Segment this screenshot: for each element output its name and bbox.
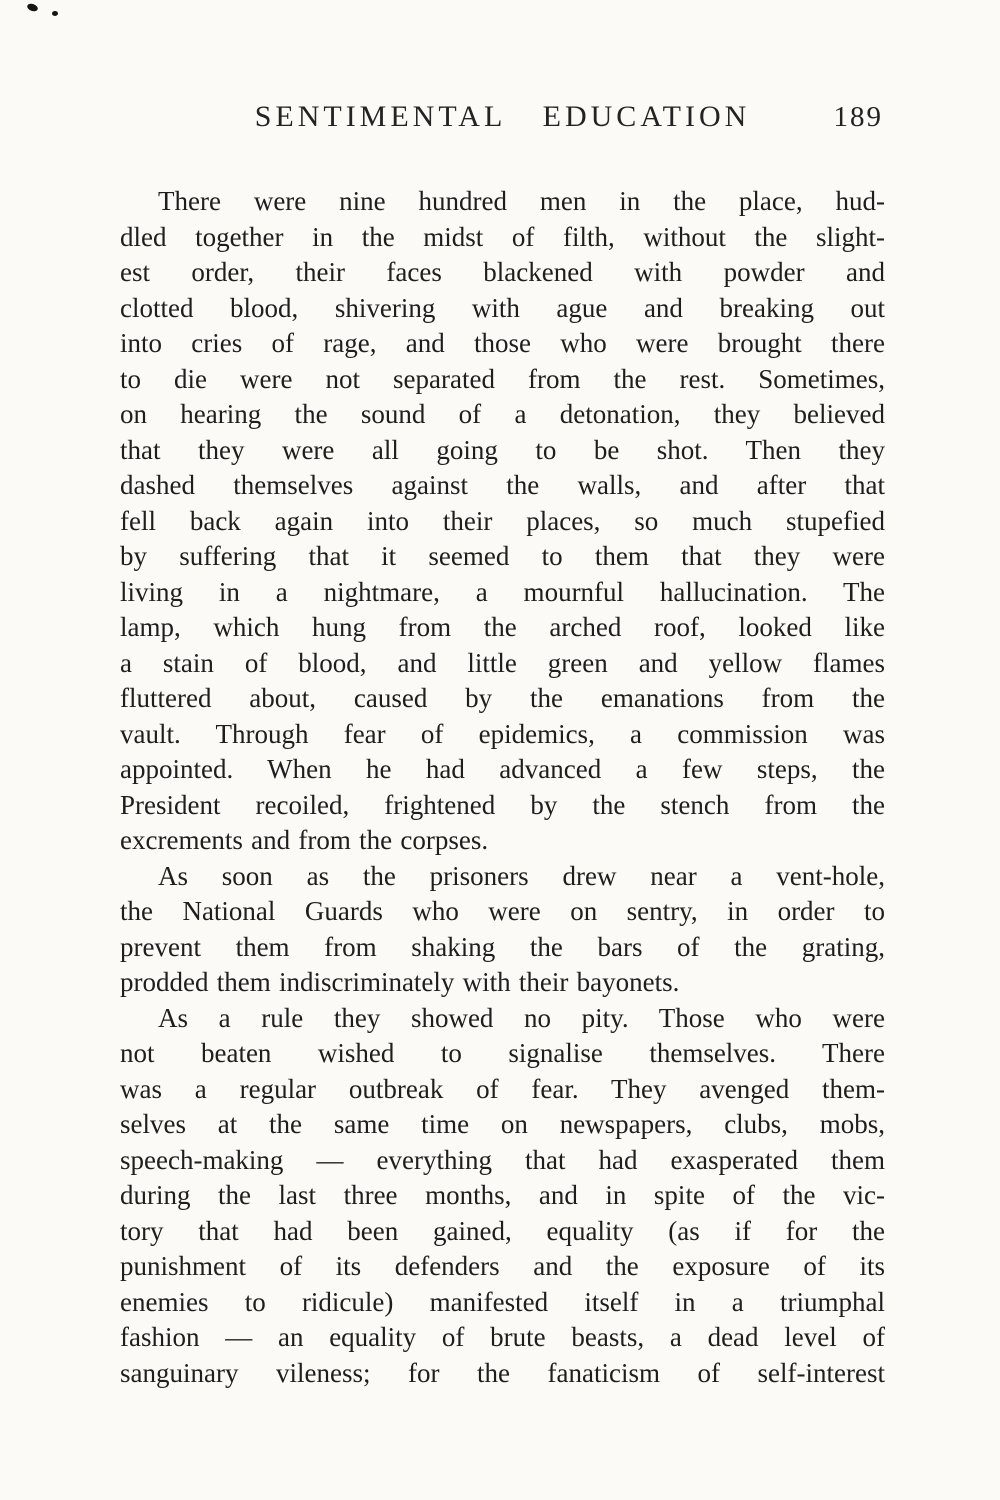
text-line: dashed themselves against the walls, and after that <box>120 470 885 500</box>
text-line: appointed. When he had advanced a few steps, the <box>120 754 885 784</box>
text-line: As a rule they showed no pity. Those who were <box>158 1002 885 1033</box>
text-line: enemies to ridicule) manifested itself in a triumphal <box>120 1286 885 1317</box>
text-line: fashion — an equality of brute beasts, a dead level of <box>120 1322 885 1352</box>
text-line: the National Guards who were on sentry, in order to <box>120 896 885 926</box>
page-body <box>120 184 885 1391</box>
paragraph <box>120 184 885 859</box>
text-line: speech-making — everything that had exasperated them <box>120 1144 885 1175</box>
running-title: SENTIMENTAL EDUCATION <box>254 100 751 133</box>
page-number: 189 <box>833 101 883 133</box>
page-header <box>120 100 885 138</box>
text-line: punishment of its defenders and the exposure of its <box>120 1251 885 1281</box>
text-line: There were nine hundred men in the place, hud- <box>158 186 885 216</box>
text-line: vault. Through fear of epidemics, a commission was <box>120 718 885 749</box>
text-line: living in a nightmare, a mournful hallucination. The <box>120 576 885 607</box>
text-line: that they were all going to be shot. Then they <box>120 434 885 465</box>
text-line: fell back again into their places, so much stupefied <box>120 505 885 536</box>
text-line: dled together in the midst of filth, without the slight- <box>120 221 885 252</box>
text-line: prodded them indiscriminately with their bayonets. <box>120 967 680 997</box>
text-line: fluttered about, caused by the emanations from the <box>120 683 885 713</box>
scan-artifact <box>52 11 58 16</box>
paragraph <box>120 1001 885 1392</box>
text-line: during the last three months, and in spite of the vic- <box>120 1180 885 1210</box>
text-line: lamp, which hung from the arched roof, looked like <box>120 612 885 642</box>
text-line: sanguinary vileness; for the fanaticism of self-interest <box>120 1357 885 1388</box>
text-line: by suffering that it seemed to them that they were <box>120 541 885 571</box>
text-line: tory that had been gained, equality (as if for the <box>120 1215 885 1246</box>
scan-artifact <box>26 2 39 12</box>
text-line: clotted blood, shivering with ague and breaking out <box>120 292 885 323</box>
text-line: a stain of blood, and little green and yellow flames <box>120 647 885 678</box>
text-line: selves at the same time on newspapers, clubs, mobs, <box>120 1109 885 1139</box>
text-line: into cries of rage, and those who were brought there <box>120 328 885 358</box>
text-line: was a regular outbreak of fear. They avenged them- <box>120 1073 885 1104</box>
text-line: President recoiled, frightened by the stench from the <box>120 789 885 820</box>
text-line: prevent them from shaking the bars of the grating, <box>120 931 885 962</box>
text-line: on hearing the sound of a detonation, they believed <box>120 399 885 429</box>
text-line: to die were not separated from the rest. Sometimes, <box>120 363 885 394</box>
paragraph <box>120 859 885 1001</box>
text-line: not beaten wished to signalise themselves. There <box>120 1038 885 1068</box>
text-line: est order, their faces blackened with powder and <box>120 257 885 287</box>
text-line: excrements and from the corpses. <box>120 825 489 855</box>
text-line: As soon as the prisoners drew near a vent-hole, <box>158 860 885 891</box>
